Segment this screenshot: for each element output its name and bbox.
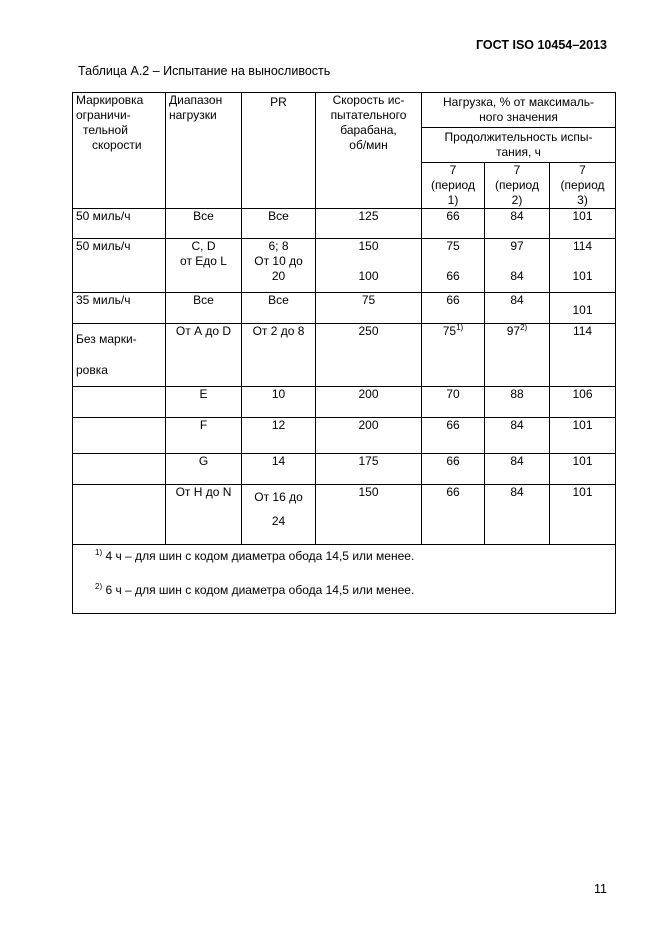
cell-marking: [73, 387, 166, 418]
header-row-1: [73, 93, 616, 128]
table-row: [73, 454, 616, 485]
cell-range: От А до D: [166, 324, 242, 387]
cell-period-1: 66: [422, 293, 485, 324]
cell-marking: [73, 418, 166, 454]
cell-period-1: 75$^{1)}$: [422, 324, 485, 387]
header-period-1: 7 (период 1): [422, 163, 485, 209]
cell-pr: Все: [242, 293, 316, 324]
table-row: [73, 418, 616, 454]
cell-period-2: 84: [485, 485, 550, 545]
footnote-1: $^{1)}$ 4 ч – для шин с кодом диаметра обода 14,5 или менее.: [95, 548, 415, 563]
cell-period-2: 88: [485, 387, 550, 418]
cell-speed: 125: [316, 209, 422, 239]
cell-period-3: 101: [550, 209, 616, 239]
cell-pr: 10: [242, 387, 316, 418]
cell-period-1: 75 66: [422, 239, 485, 293]
cell-speed: 250: [316, 324, 422, 387]
cell-period-2: 97 84: [485, 239, 550, 293]
cell-range: G: [166, 454, 242, 485]
cell-speed: 150: [316, 485, 422, 545]
footnote-ref-1: 1): [456, 323, 464, 332]
cell-period-2: 84: [485, 209, 550, 239]
cell-range: C, D от Eдо L: [166, 239, 242, 293]
cell-range: От H до N: [166, 485, 242, 545]
header-marking: Маркировка ограничи- тельной скорости: [73, 93, 166, 209]
footnote-ref-2: 2): [520, 323, 528, 332]
cell-period-3: 101: [550, 293, 616, 324]
cell-speed: 75: [316, 293, 422, 324]
header-drum-speed: Скорость ис- пытательного барабана, об/мин: [316, 93, 422, 209]
header-pr: PR: [242, 93, 316, 209]
cell-period-3: 114: [550, 324, 616, 387]
footnotes: [73, 545, 616, 614]
footnotes-row: [73, 545, 616, 614]
cell-speed: 150 100: [316, 239, 422, 293]
cell-range: Все: [166, 293, 242, 324]
header-load-percent: Нагрузка, % от максималь- ного значения: [422, 93, 616, 128]
cell-period-3: 101: [550, 418, 616, 454]
cell-speed: 200: [316, 418, 422, 454]
cell-period-1: 70: [422, 387, 485, 418]
cell-period-3: 101: [550, 485, 616, 545]
cell-marking: 50 миль/ч: [73, 239, 166, 293]
page-number: 11: [594, 882, 607, 896]
footnote-2: $^{2)}$ 6 ч – для шин с кодом диаметра обода 14,5 или менее.: [95, 582, 415, 597]
cell-period-3: 101: [550, 454, 616, 485]
table-row: [73, 387, 616, 418]
cell-range: E: [166, 387, 242, 418]
header-period-3: 7 (период 3): [550, 163, 616, 209]
cell-pr: Все: [242, 209, 316, 239]
cell-marking: [73, 454, 166, 485]
cell-marking: Без марки- ровка: [73, 324, 166, 387]
table-row: [73, 324, 616, 387]
header-test-duration: Продолжительность испы- тания, ч: [422, 128, 616, 163]
cell-pr: От 2 до 8: [242, 324, 316, 387]
cell-range: Все: [166, 209, 242, 239]
cell-speed: 175: [316, 454, 422, 485]
cell-period-1: 66: [422, 454, 485, 485]
table-row: [73, 485, 616, 545]
cell-period-3: 106: [550, 387, 616, 418]
cell-period-2: 97$^{2)}$: [485, 324, 550, 387]
cell-period-2: 84: [485, 293, 550, 324]
cell-pr: 6; 8 От 10 до 20: [242, 239, 316, 293]
cell-pr: 12: [242, 418, 316, 454]
cell-marking: 35 миль/ч: [73, 293, 166, 324]
endurance-test-table: [72, 92, 616, 614]
cell-speed: 200: [316, 387, 422, 418]
cell-period-1: 66: [422, 485, 485, 545]
table-caption: Таблица А.2 – Испытание на выносливость: [78, 64, 331, 78]
cell-marking: [73, 485, 166, 545]
cell-range: F: [166, 418, 242, 454]
cell-period-1: 66: [422, 209, 485, 239]
table-row: [73, 209, 616, 239]
header-period-2: 7 (период 2): [485, 163, 550, 209]
table-row: [73, 293, 616, 324]
header-load-range: Диапазон нагрузки: [166, 93, 242, 209]
cell-marking: 50 миль/ч: [73, 209, 166, 239]
table-row: [73, 239, 616, 293]
cell-pr: От 16 до 24: [242, 485, 316, 545]
cell-period-2: 84: [485, 454, 550, 485]
cell-period-3: 114 101: [550, 239, 616, 293]
cell-pr: 14: [242, 454, 316, 485]
document-code: ГОСТ ISO 10454–2013: [476, 38, 607, 52]
cell-period-2: 84: [485, 418, 550, 454]
cell-period-1: 66: [422, 418, 485, 454]
